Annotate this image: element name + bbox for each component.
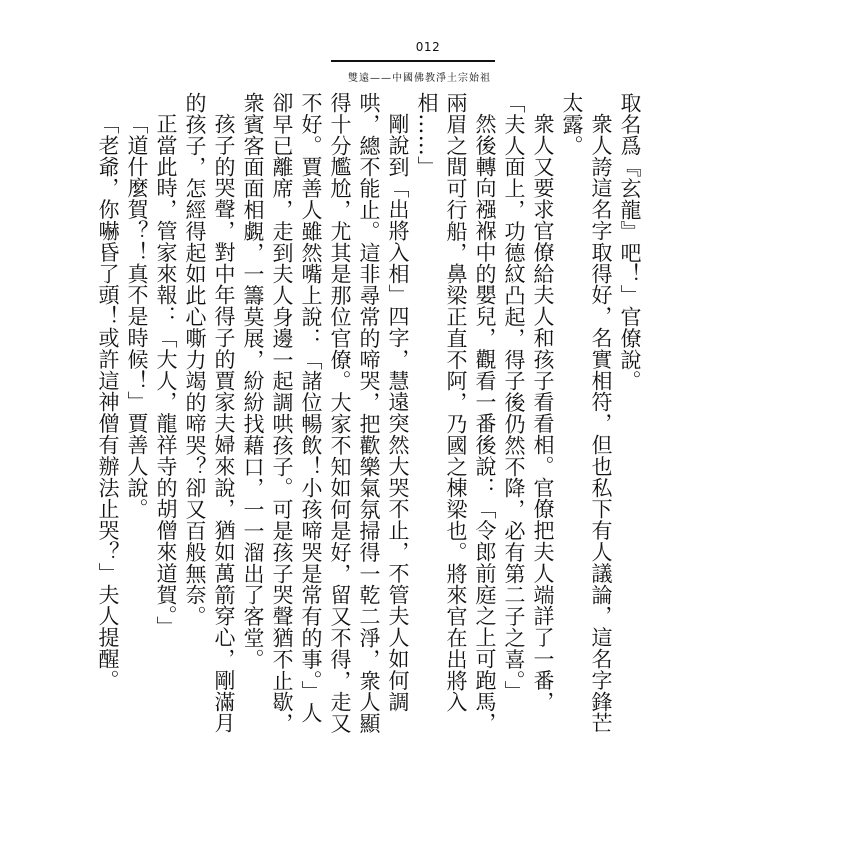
paragraph: 然後轉向襁褓中的嬰兒，觀看一番後說：「令郎前庭之上可跑馬，兩眉之間可行船，鼻梁正直不阿，乃國之棟梁也。將來官在出將入相……」 (415, 92, 497, 734)
paragraph: 「老爺，你嚇昏了頭！或許這神僧有辦法止哭？」夫人提醒。 (96, 113, 120, 691)
body-text (93, 92, 644, 742)
paragraph: 正當此時，管家來報：「大人，龍祥寺的胡僧來道賀。」 (154, 113, 178, 638)
running-head: 雙遠——中國佛教淨土宗始祖 (348, 73, 491, 84)
header-rule (331, 60, 495, 62)
paragraph: 孩子的哭聲，對中年得子的賈家夫婦來說，猶如萬箭穿心，剛滿月的孩子，怎經得起如此心嘶力竭的啼哭？卻又百般無奈。 (183, 92, 236, 734)
paragraph: 取名爲『玄龍』吧！」官僚說。 (618, 92, 642, 392)
paragraph: 衆人誇這名字取得好，名實相符，但也私下有人議論，這名字鋒芒太露。 (560, 92, 613, 734)
page-number: 012 (415, 40, 441, 54)
paragraph: 「道什麼賀？！真不是時候！」賈善人說。 (125, 113, 149, 520)
paragraph: 衆人又要求官僚給夫人和孩子看看相。官僚把夫人端詳了一番，「夫人面上，功德紋凸起，得子後仍然不降，必有第二子之喜。」 (502, 92, 555, 713)
paragraph: 剛說到「出將入相」四字，慧遠突然大哭不止，不管夫人如何調哄，總不能止。這非尋常的啼哭，把歡樂氣氛掃得一乾二淨，衆人顯得十分尷尬，尤其是那位官僚。大家不知如何是好，留又不得，走又不好。賈善人雖然嘴上說：「諸位暢飲！小孩啼哭是常有的事。」人卻早已離席，走到夫人身邊一起調哄孩子。可是孩子哭聲猶不止歇，衆賓客面面相覷，一籌莫展，紛紛找藉口，一一溜出了客堂。 (241, 92, 410, 734)
